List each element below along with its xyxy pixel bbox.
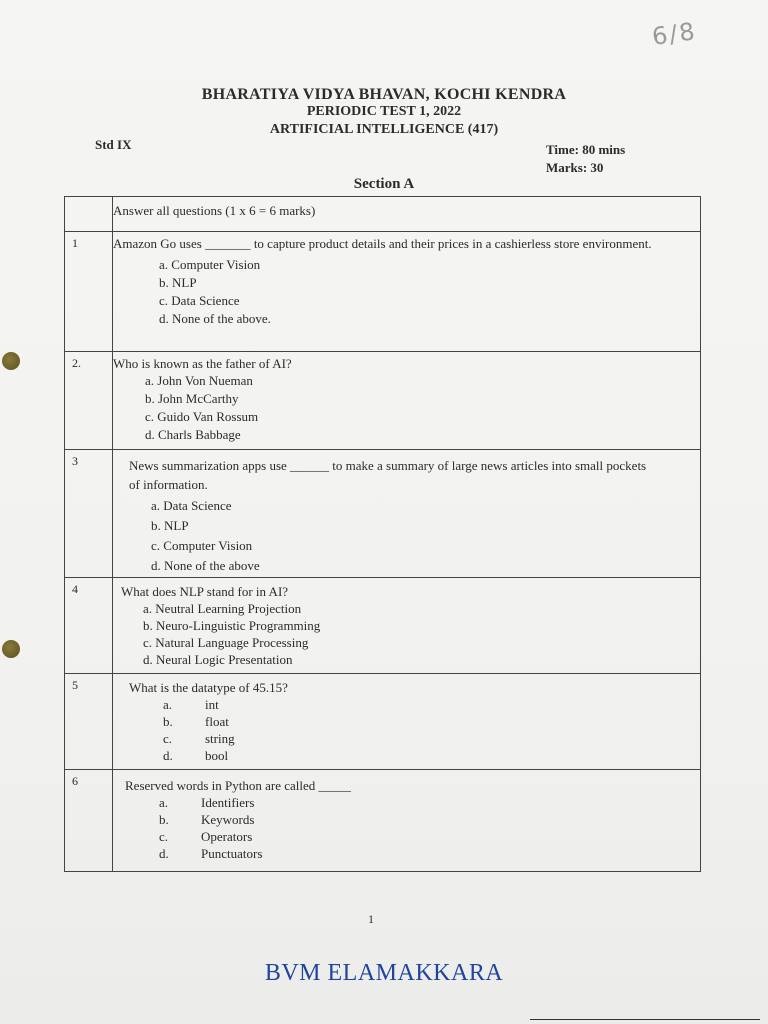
option: b. Keywords	[159, 812, 255, 827]
question-text: News summarization apps use ______ to make a summary of large news articles into small pockets of information.	[129, 458, 647, 492]
option-list	[145, 372, 700, 444]
question-table	[64, 196, 701, 872]
option: a. John Von Nueman	[145, 373, 253, 388]
handwritten-score: 6/8	[650, 17, 699, 51]
section-title: Section A	[353, 176, 415, 192]
option: a. Neutral Learning Projection	[143, 601, 302, 616]
option: c. Natural Language Processing	[143, 635, 309, 650]
option-list	[143, 600, 694, 668]
question-number: 2.	[65, 352, 113, 450]
question-text: Reserved words in Python are called _____	[125, 778, 352, 793]
page-number: 1	[368, 912, 374, 926]
option: d. None of the above.	[159, 311, 271, 326]
option-list	[159, 256, 700, 328]
question-row	[65, 450, 701, 578]
question-number: 4	[65, 578, 113, 674]
option-list	[129, 696, 694, 764]
standard-label: Std IX	[95, 137, 132, 152]
option: a. Identifiers	[159, 795, 255, 810]
option: a. int	[163, 697, 219, 712]
option: b. NLP	[151, 518, 189, 533]
question-number: 1	[65, 232, 113, 352]
option: a. Data Science	[151, 498, 232, 513]
option: c. Operators	[159, 829, 253, 844]
instruction-text: Answer all questions (1 x 6 = 6 marks)	[113, 203, 316, 218]
option: d. Neural Logic Presentation	[143, 652, 293, 667]
option-list	[125, 794, 694, 862]
question-number: 5	[65, 674, 113, 770]
option: c. Computer Vision	[151, 538, 253, 553]
question-number: 3	[65, 450, 113, 578]
question-text: What does NLP stand for in AI?	[121, 584, 289, 599]
option-list	[151, 496, 660, 576]
option: d. Punctuators	[159, 846, 263, 861]
option: c. Guido Van Rossum	[145, 409, 259, 424]
instruction-row	[65, 197, 701, 232]
option: d. None of the above	[151, 558, 260, 573]
question-row	[65, 232, 701, 352]
option: b. John McCarthy	[145, 391, 239, 406]
option: b. float	[163, 714, 229, 729]
option: d. Charls Babbage	[145, 427, 241, 442]
punch-hole-icon	[2, 352, 20, 370]
school-name: BHARATIYA VIDYA BHAVAN, KOCHI KENDRA	[201, 86, 567, 103]
footer-divider	[530, 1019, 760, 1020]
question-row	[65, 770, 701, 872]
question-text: What is the datatype of 45.15?	[129, 680, 288, 695]
time-label: Time: 80 mins	[546, 142, 626, 157]
question-text: Amazon Go uses _______ to capture product details and their prices in a cashierless store environment.	[113, 236, 652, 251]
question-text: Who is known as the father of AI?	[113, 356, 292, 371]
option: a. Computer Vision	[159, 257, 261, 272]
punch-hole-icon	[2, 640, 20, 658]
option: c. Data Science	[159, 293, 240, 308]
option: c. string	[163, 731, 235, 746]
empty-cell	[65, 197, 113, 232]
footer-stamp: BVM ELAMAKKARA	[264, 960, 504, 986]
subject-title: ARTIFICIAL INTELLIGENCE (417)	[269, 122, 499, 137]
test-title: PERIODIC TEST 1, 2022	[306, 104, 462, 119]
option: b. Neuro-Linguistic Programming	[143, 618, 321, 633]
question-row	[65, 674, 701, 770]
question-row	[65, 352, 701, 450]
question-number: 6	[65, 770, 113, 872]
option: d. bool	[163, 748, 229, 763]
marks-label: Marks: 30	[546, 160, 604, 175]
question-row	[65, 578, 701, 674]
option: b. NLP	[159, 275, 197, 290]
